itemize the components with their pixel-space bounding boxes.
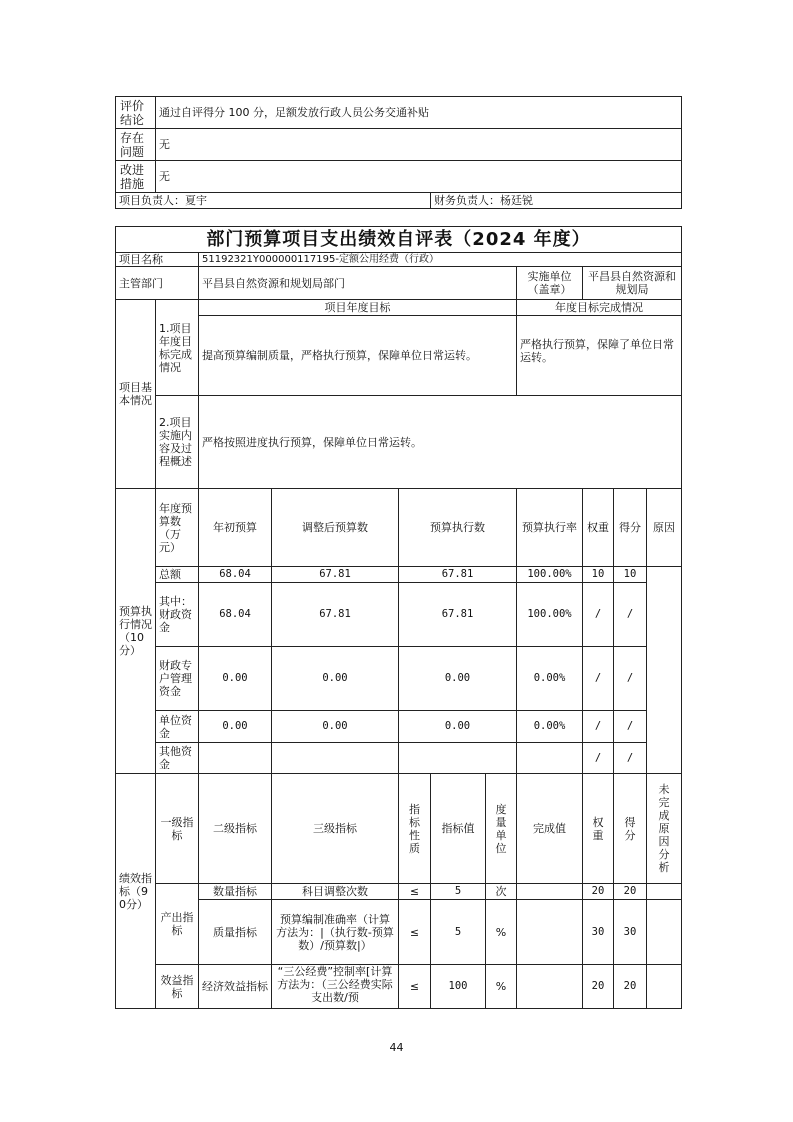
score: 20 xyxy=(614,965,647,1009)
indicator-actual xyxy=(517,900,583,965)
summary-label: 改进措施 xyxy=(116,161,156,193)
score: / xyxy=(614,743,647,774)
summary-label: 评价结论 xyxy=(116,97,156,129)
weight: / xyxy=(583,743,614,774)
reason-cell xyxy=(647,900,682,965)
summary-row xyxy=(116,161,682,193)
perf-header: 得分 xyxy=(614,774,647,884)
score: 30 xyxy=(614,900,647,965)
summary-label: 存在问题 xyxy=(116,129,156,161)
level2-indicator: 数量指标 xyxy=(199,884,272,900)
weight: 20 xyxy=(583,884,614,900)
project-name-label: 项目名称 xyxy=(116,253,199,267)
perf-header: 度量单位 xyxy=(486,774,517,884)
output-indicator-label: 产出指标 xyxy=(156,884,199,965)
execution-rate: 0.00% xyxy=(517,711,583,743)
perf-row xyxy=(116,965,682,1009)
perf-header: 权重 xyxy=(583,774,614,884)
execution-rate: 100.00% xyxy=(517,567,583,583)
executed-budget: 0.00 xyxy=(399,711,517,743)
budget-header: 预算执行数 xyxy=(399,489,517,567)
execution-rate: 0.00% xyxy=(517,647,583,711)
summary-row xyxy=(116,129,682,161)
perf-header: 指标值 xyxy=(431,774,486,884)
indicator-unit: 次 xyxy=(486,884,517,900)
indicator-unit: % xyxy=(486,965,517,1009)
execution-rate xyxy=(517,743,583,774)
score: 20 xyxy=(614,884,647,900)
score: / xyxy=(614,711,647,743)
reason-cell xyxy=(647,965,682,1009)
weight: / xyxy=(583,711,614,743)
score: / xyxy=(614,583,647,647)
project-name: 51192321Y000000117195-定额公用经费（行政） xyxy=(199,253,682,267)
goal-header: 项目年度目标 xyxy=(199,300,517,316)
goal-completion: 严格执行预算，保障了单位日常运转。 xyxy=(517,316,682,396)
impl-text: 严格按照进度执行预算，保障单位日常运转。 xyxy=(199,396,682,489)
level3-indicator: 科目调整次数 xyxy=(272,884,399,900)
performance-self-evaluation-table xyxy=(115,226,682,1009)
budget-section-label: 预算执行情况（10分） xyxy=(116,489,156,774)
initial-budget: 0.00 xyxy=(199,711,272,743)
executed-budget: 0.00 xyxy=(399,647,517,711)
weight: / xyxy=(583,583,614,647)
execution-rate: 100.00% xyxy=(517,583,583,647)
indicator-actual xyxy=(517,965,583,1009)
finance-lead: 财务负责人：杨廷锐 xyxy=(431,193,682,209)
level2-indicator: 质量指标 xyxy=(199,900,272,965)
budget-row xyxy=(116,567,682,583)
initial-budget xyxy=(199,743,272,774)
summary-value: 无 xyxy=(156,129,682,161)
initial-budget: 68.04 xyxy=(199,583,272,647)
form-title: 部门预算项目支出绩效自评表（2024 年度） xyxy=(116,227,682,253)
impl-row-label: 2.项目实施内容及过程概述 xyxy=(156,396,199,489)
summary-value: 通过自评得分 100 分，足额发放行政人员公务交通补贴 xyxy=(156,97,682,129)
dept-label: 主管部门 xyxy=(116,267,199,300)
dept-value: 平昌县自然资源和规划局部门 xyxy=(199,267,517,300)
perf-header: 二级指标 xyxy=(199,774,272,884)
perf-header: 一级指标 xyxy=(156,774,199,884)
perf-header: 未完成原因分析 xyxy=(647,774,682,884)
goal-text: 提高预算编制质量，严格执行预算，保障单位日常运转。 xyxy=(199,316,517,396)
weight: 20 xyxy=(583,965,614,1009)
unit-value: 平昌县自然资源和规划局 xyxy=(583,267,682,300)
reason-cell xyxy=(647,567,682,774)
budget-header: 权重 xyxy=(583,489,614,567)
adjusted-budget: 67.81 xyxy=(272,567,399,583)
level2-indicator: 经济效益指标 xyxy=(199,965,272,1009)
budget-row xyxy=(116,583,682,647)
indicator-target: 5 xyxy=(431,900,486,965)
budget-header: 预算执行率 xyxy=(517,489,583,567)
score: 10 xyxy=(614,567,647,583)
perf-row xyxy=(116,884,682,900)
budget-header: 年度预算数（万元） xyxy=(156,489,199,567)
project-lead: 项目负责人：夏宇 xyxy=(116,193,431,209)
indicator-unit: % xyxy=(486,900,517,965)
goal-row-label: 1.项目年度目标完成情况 xyxy=(156,300,199,396)
indicator-nature: ≤ xyxy=(399,884,431,900)
perf-row xyxy=(116,900,682,965)
adjusted-budget: 0.00 xyxy=(272,647,399,711)
budget-row xyxy=(116,647,682,711)
perf-header: 指标性质 xyxy=(399,774,431,884)
benefit-indicator-label: 效益指标 xyxy=(156,965,199,1009)
indicator-nature: ≤ xyxy=(399,965,431,1009)
level3-indicator: “三公经费”控制率[计算方法为：（三公经费实际支出数/预 xyxy=(272,965,399,1009)
weight: 10 xyxy=(583,567,614,583)
unit-label: 实施单位（盖章） xyxy=(517,267,583,300)
reason-cell xyxy=(647,884,682,900)
indicator-target: 100 xyxy=(431,965,486,1009)
budget-header: 得分 xyxy=(614,489,647,567)
page-number: 44 xyxy=(389,1041,404,1054)
summary-value: 无 xyxy=(156,161,682,193)
adjusted-budget xyxy=(272,743,399,774)
weight: / xyxy=(583,647,614,711)
budget-row-label: 财政专户管理资金 xyxy=(156,647,199,711)
adjusted-budget: 67.81 xyxy=(272,583,399,647)
indicator-target: 5 xyxy=(431,884,486,900)
budget-header: 原因 xyxy=(647,489,682,567)
executed-budget xyxy=(399,743,517,774)
executed-budget: 67.81 xyxy=(399,583,517,647)
perf-header: 三级指标 xyxy=(272,774,399,884)
budget-row-label: 其他资金 xyxy=(156,743,199,774)
adjusted-budget: 0.00 xyxy=(272,711,399,743)
score: / xyxy=(614,647,647,711)
weight: 30 xyxy=(583,900,614,965)
budget-row xyxy=(116,743,682,774)
executed-budget: 67.81 xyxy=(399,567,517,583)
performance-section-label: 绩效指标（90分） xyxy=(116,774,156,1009)
completion-header: 年度目标完成情况 xyxy=(517,300,682,316)
level3-indicator: 预算编制准确率（计算方法为：|（执行数-预算数）/预算数|） xyxy=(272,900,399,965)
initial-budget: 0.00 xyxy=(199,647,272,711)
budget-row xyxy=(116,711,682,743)
budget-row-label: 总额 xyxy=(156,567,199,583)
indicator-actual xyxy=(517,884,583,900)
summary-row xyxy=(116,97,682,129)
indicator-nature: ≤ xyxy=(399,900,431,965)
perf-header: 完成值 xyxy=(517,774,583,884)
evaluation-summary-table xyxy=(115,96,682,209)
budget-row-label: 其中：财政资金 xyxy=(156,583,199,647)
budget-header: 调整后预算数 xyxy=(272,489,399,567)
budget-row-label: 单位资金 xyxy=(156,711,199,743)
initial-budget: 68.04 xyxy=(199,567,272,583)
budget-header: 年初预算 xyxy=(199,489,272,567)
basic-info-label: 项目基本情况 xyxy=(116,300,156,489)
